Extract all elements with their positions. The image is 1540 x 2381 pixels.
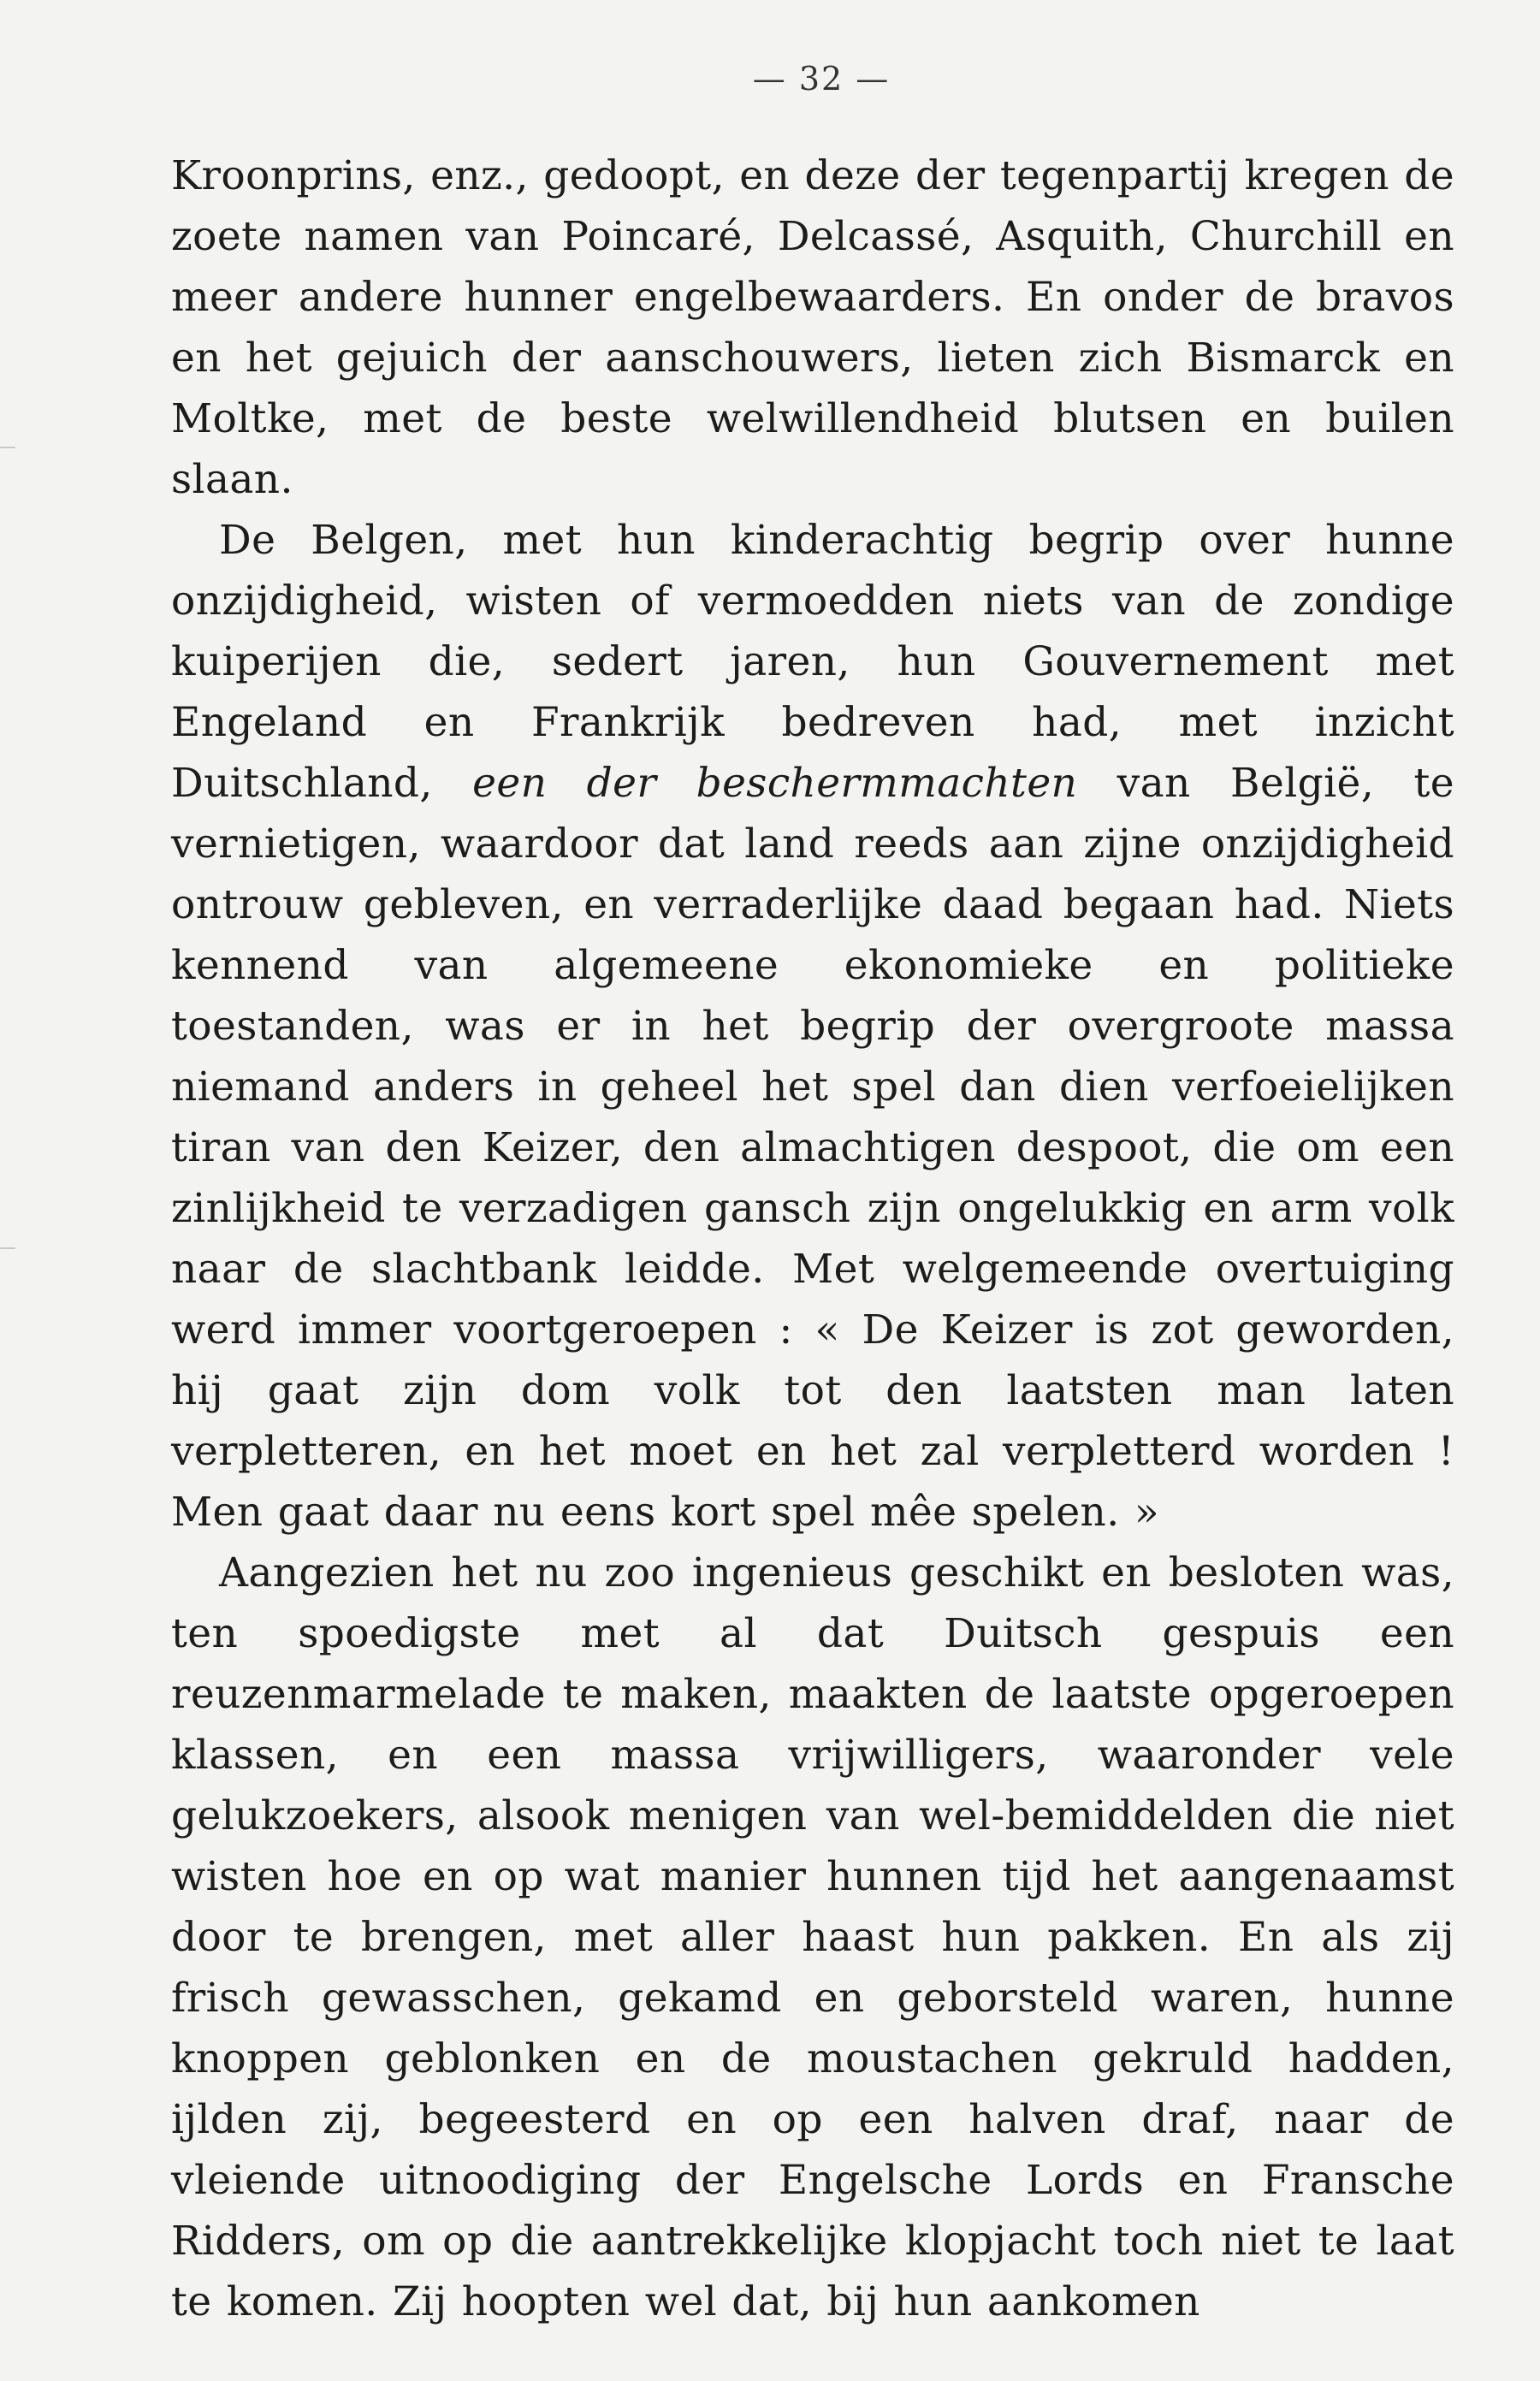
paragraph-1: Kroonprins, enz., gedoopt, en deze der tegenpartij kregen de zoete namen van Poincaré, Delcassé, Asquith, Churchill en meer andere hunner engelbewaarders. En onder de bravos en het gejuich der aanschouwers, lieten zich Bismarck en Moltke, met de beste welwillendheid blutsen en builen slaan. — [171, 152, 1454, 503]
paragraph-2-emphasis: een der beschermmachten — [472, 760, 1078, 807]
paragraph-2 — [171, 510, 1454, 1543]
margin-mark — [0, 447, 15, 448]
page-number: — 32 — — [752, 60, 891, 98]
page-body — [171, 145, 1454, 2332]
paragraph-3: Aangezien het nu zoo ingenieus geschikt en besloten was, ten spoedigste met al dat Duitsch gespuis een reuzenmarmelade te maken, maakten de laatste opgeroepen klassen, en een massa vrijwilligers, waaronder vele gelukzoekers, alsook menigen van wel-bemiddelden die niet wisten hoe en op wat manier hunnen tijd het aangenaamst door te brengen, met aller haast hun pakken. En als zij frisch gewasschen, gekamd en geborsteld waren, hunne knoppen geblonken en de moustachen gekruld hadden, ijlden zij, begeesterd en op een halven draf, naar de vleiende uitnoodiging der Engelsche Lords en Fransche Ridders, om op die aantrekkelijke klopjacht toch niet te laat te komen. Zij hoopten wel dat, bij hun aankomen — [171, 1549, 1454, 2325]
margin-mark — [0, 1247, 15, 1249]
paragraph-2-text-after: van België, te vernietigen, waardoor dat land reeds aan zijne onzijdigheid ontrouw gebleven, en verraderlijke daad begaan had. Niets kennend van algemeene ekonomieke en politieke toestanden, was er in het begrip der overgroote massa niemand anders in geheel het spel dan dien verfoeielijken tiran van den Keizer, den almachtigen despoot, die om een zinlijkheid te verzadigen gansch zijn ongelukkig en arm volk naar de slachtbank leidde. Met welgemeende overtuiging werd immer voortgeroepen : « De Keizer is zot geworden, hij gaat zijn dom volk tot den laatsten man laten verpletteren, en het moet en het zal verpletterd worden ! Men gaat daar nu eens kort spel mêe spelen. » — [171, 760, 1455, 1536]
paragraph-2-text-before: De Belgen, met hun kinderachtig begrip over hunne onzijdigheid, wisten of vermoedden niets van de zondige kuiperijen die, sedert jaren, hun Gouvernement met Engeland en Frankrijk bedreven had, met inzicht Duitschland, — [171, 517, 1454, 807]
